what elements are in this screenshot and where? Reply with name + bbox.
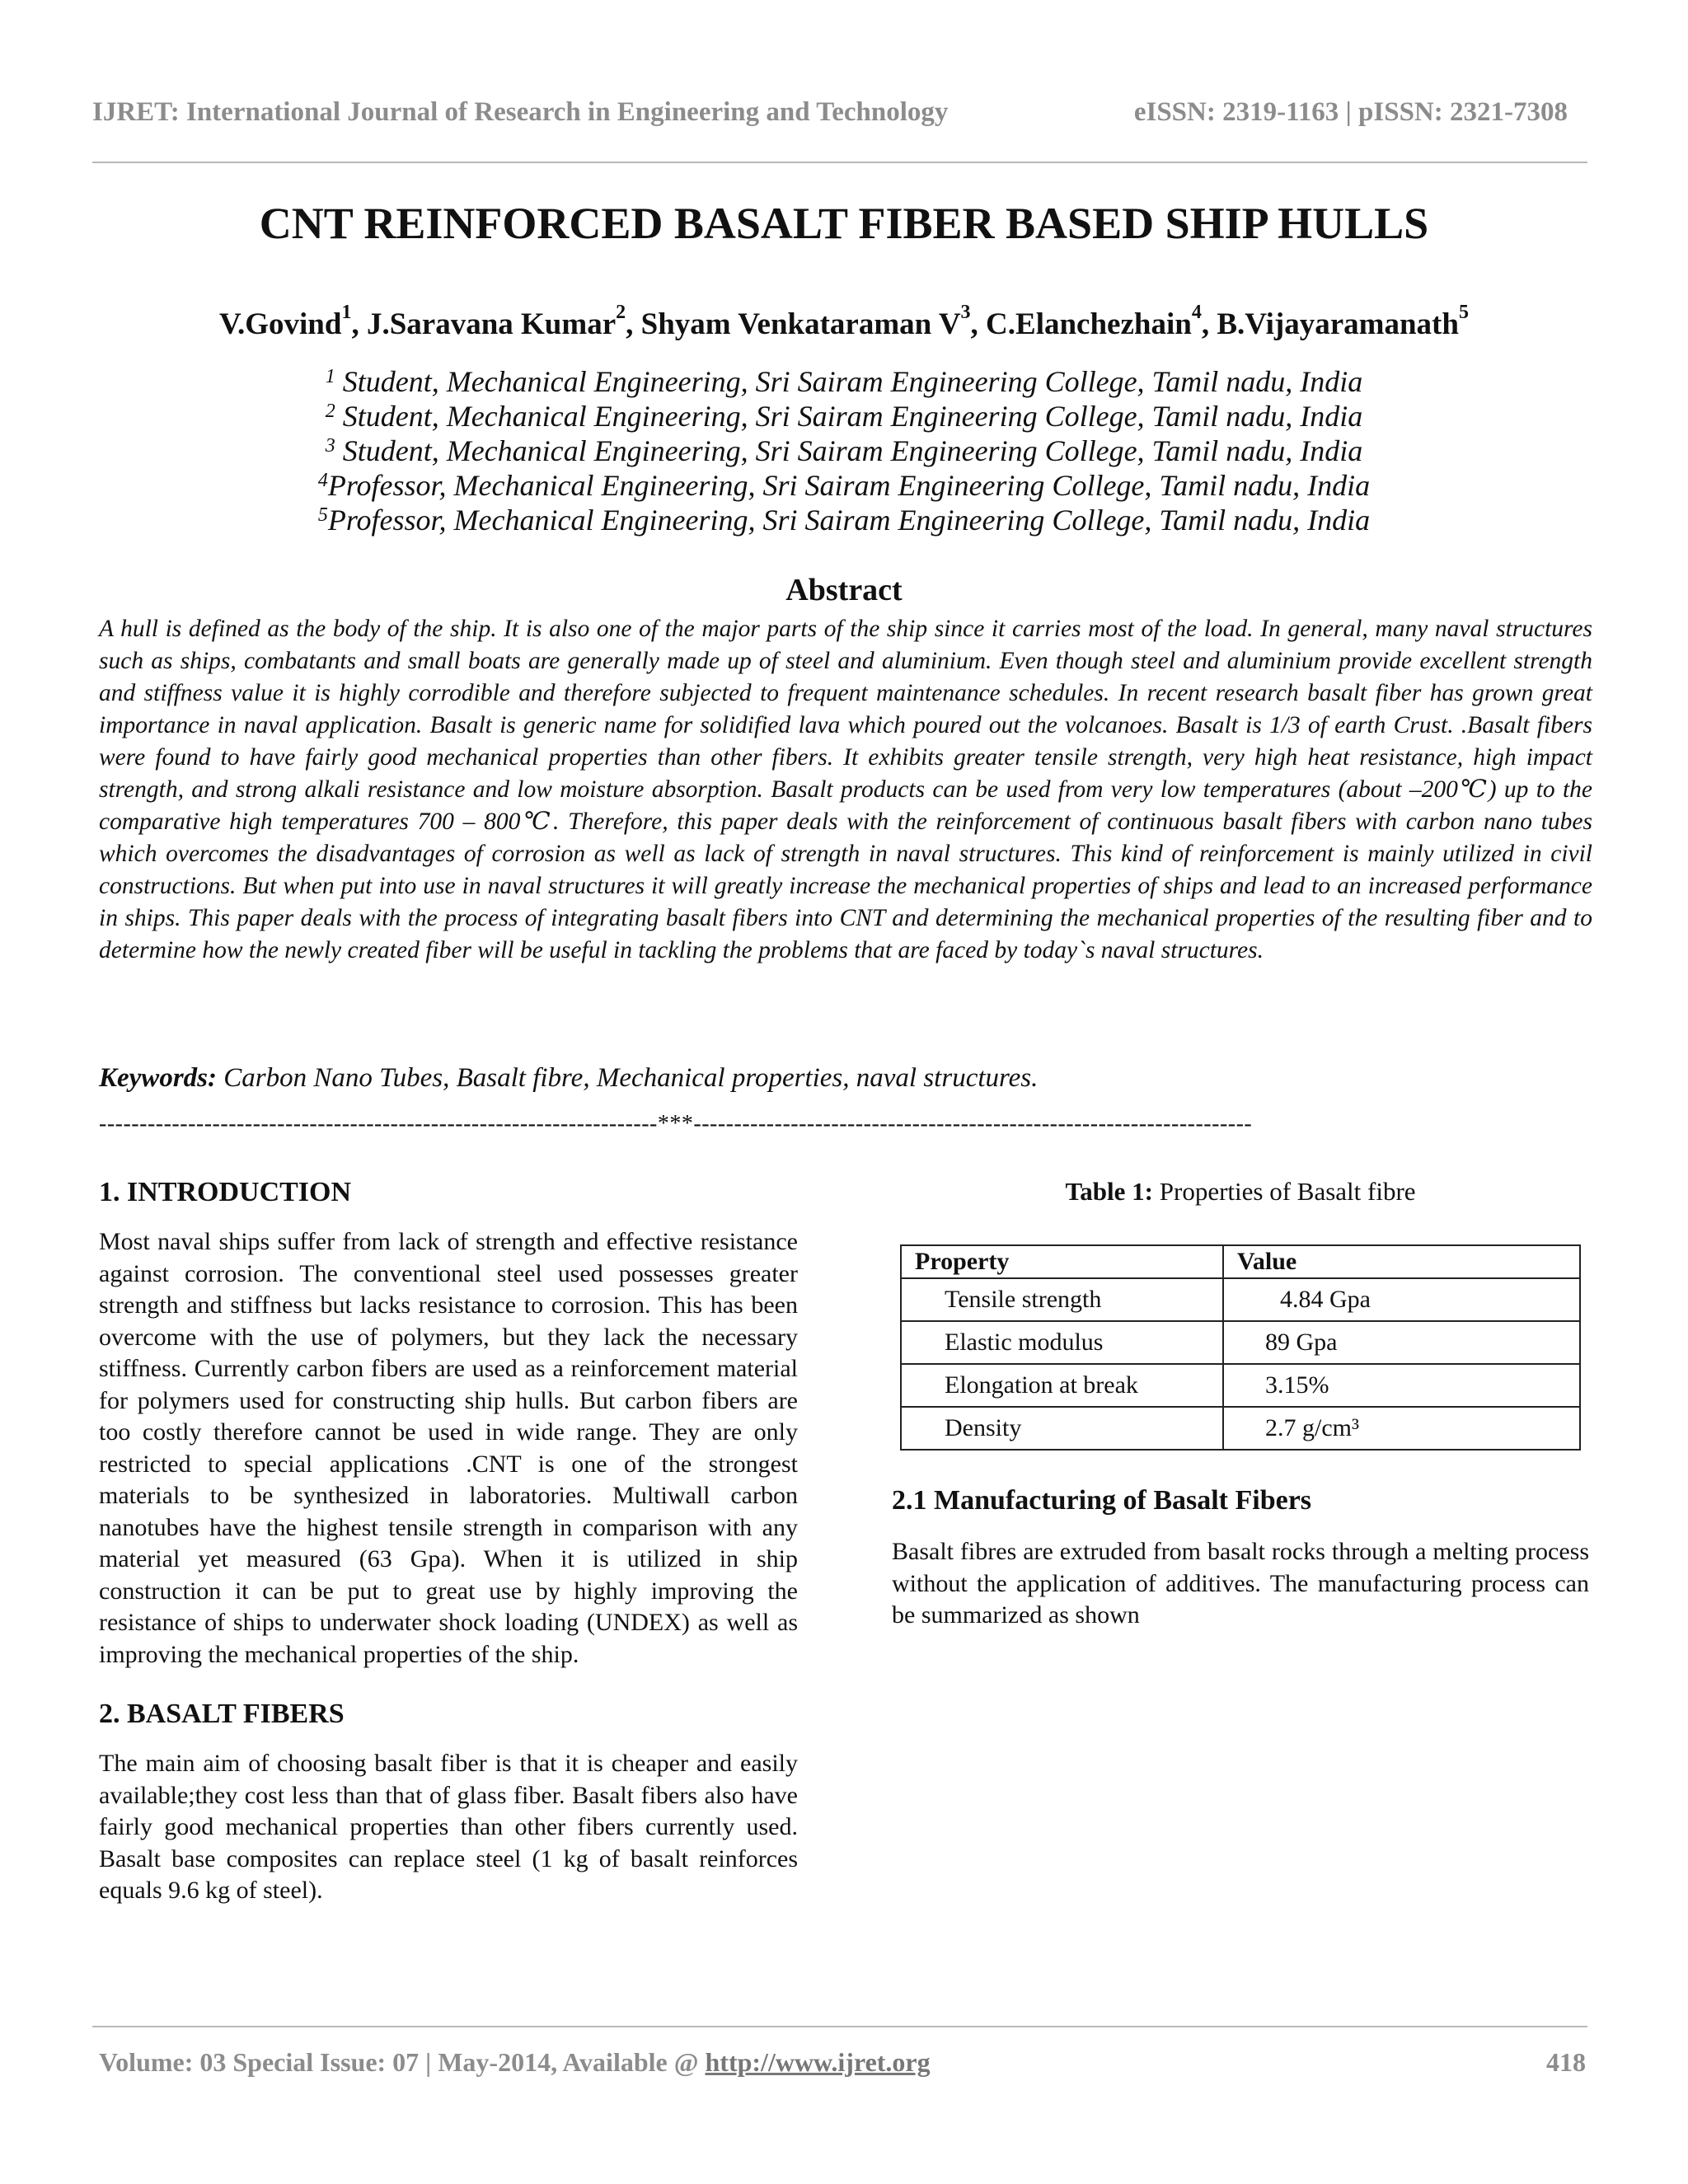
- author-list: [0, 302, 1688, 342]
- manufacturing-text: Basalt fibres are extruded from basalt rocks through a melting process without the application of additives. The manufacturing process can be summarized as shown: [892, 1538, 1589, 1629]
- table-cell: Elastic modulus: [901, 1321, 1223, 1364]
- manufacturing-heading: 2.1 Manufacturing of Basalt Fibers: [892, 1485, 1312, 1516]
- properties-table: [900, 1244, 1581, 1451]
- introduction-heading: 1. INTRODUCTION: [99, 1177, 352, 1207]
- author: Shyam Venkataraman $V^3$,: [640, 302, 987, 341]
- section-divider: ---------------------------------------------------------------------***---------------------------------------------------------------------: [99, 1111, 1253, 1137]
- affiliation: $^2$ Student, Mechanical Engineering, Sri Sairam Engineering College, Tamil nadu, India: [325, 400, 1363, 433]
- table-row: [901, 1407, 1580, 1450]
- keywords: [99, 1063, 1038, 1094]
- basalt-fibers-text: The main aim of choosing basalt fiber is that it is cheaper and easily available;they cost less than that of glass fiber. Basalt fibers also have fairly good mechanical properties than other fibers currently used. Basalt base composites can replace steel (1 kg of basalt reinforces equals 9.6 kg of steel).: [99, 1750, 798, 1904]
- paper-title: CNT REINFORCED BASALT FIBER BASED SHIP HULLS: [259, 199, 1429, 248]
- table-header-cell: Value: [1223, 1245, 1580, 1278]
- table-cell: 4.84 Gpa: [1223, 1278, 1580, 1321]
- table-cell: 2.7 g/cm³: [1223, 1407, 1580, 1450]
- table-row: [901, 1321, 1580, 1364]
- footer-rule: [92, 2026, 1587, 2027]
- table-row: [901, 1364, 1580, 1407]
- author: C.Elanchezhain$^4$,: [986, 302, 1217, 341]
- affiliation-list: [0, 364, 1688, 537]
- affiliation: $^3$ Student, Mechanical Engineering, Sri Sairam Engineering College, Tamil nadu, India: [325, 434, 1363, 467]
- abstract-text: A hull is defined as the body of the ship. It is also one of the major parts of the ship since it carries most of the load. In general, many naval structures such as ships, combatants and small boats are generally made up of steel and aluminium. Even though steel and aluminium provide excellent strength and stiffness value it is highly corrodible and therefore subjected to frequent maintenance schedules. In recent research basalt fiber has grown great importance in naval application. Basalt is generic name for solidified lava which poured out the volcanoes. Basalt is 1/3 of earth Crust. .Basalt fibers were found to have fairly good mechanical properties than other fibers. It exhibits greater tensile strength, very high heat resistance, high impact strength, and strong alkali resistance and low moisture absorption. Basalt products can be used from very low temperatures (about –200℃) up to the comparative high temperatures 700 – 800℃. Therefore, this paper deals with the reinforcement of continuous basalt fibers with carbon nano tubes which overcomes the disadvantages of corrosion as well as lack of strength in naval structures. This kind of reinforcement is mainly utilized in civil constructions. But when put into use in naval structures it will greatly increase the mechanical properties of ships and lead to an increased performance in ships. This paper deals with the process of integrating basalt fibers into CNT and determining the mechanical properties of the resulting fiber and to determine how the newly created fiber will be useful in tackling the problems that are faced by today`s naval structures.: [99, 616, 1592, 963]
- affiliation: $^4$Professor, Mechanical Engineering, Sri Sairam Engineering College, Tamil nadu, India: [317, 469, 1371, 502]
- table-row: [901, 1278, 1580, 1321]
- keywords-text: Carbon Nano Tubes, Basalt fibre, Mechanical properties, naval structures.: [217, 1063, 1039, 1093]
- table-caption: Table 1: Properties of Basalt fibre: [1065, 1177, 1416, 1206]
- table-cell: Elongation at break: [901, 1364, 1223, 1407]
- author: B.Vijayaramanath$^5$: [1217, 302, 1469, 341]
- running-header: [92, 97, 1568, 128]
- table-header-row: [901, 1245, 1580, 1278]
- author: J.Saravana Kumar$^2$,: [366, 302, 641, 341]
- introduction-text: Most naval ships suffer from lack of strength and effective resistance against corrosion. The conventional steel used possesses greater strength and stiffness but lacks resistance to corrosion. This has been overcome with the use of polymers, but they lack the necessary stiffness. Currently carbon fibers are used as a reinforcement material for polymers used for constructing ship hulls. But carbon fibers are too costly therefore cannot be used in wide range. They are only restricted to special applications .CNT is one of the strongest materials to be synthesized in laboratories. Multiwall carbon nanotubes have the highest tensile strength in comparison with any material yet measured (63 Gpa). When it is utilized in ship construction it can be put to great use by highly improving the resistance of ships to underwater shock loading (UNDEX) as well as improving the mechanical properties of the ship.: [99, 1228, 798, 1668]
- affiliation: $^5$Professor, Mechanical Engineering, Sri Sairam Engineering College, Tamil nadu, India: [317, 504, 1371, 537]
- journal-url-link[interactable]: http://www.ijret.org: [705, 2047, 931, 2077]
- table-cell: Density: [901, 1407, 1223, 1450]
- issn-numbers: eISSN: 2319-1163 | pISSN: 2321-7308: [1133, 97, 1568, 127]
- table-header-cell: Property: [901, 1245, 1223, 1278]
- table-cell: 89 Gpa: [1223, 1321, 1580, 1364]
- journal-name: IJRET: International Journal of Research in Engineering and Technology: [92, 97, 949, 127]
- keywords-label: Keywords:: [99, 1063, 217, 1093]
- page-number: 418: [1546, 2047, 1586, 2077]
- header-rule: [92, 162, 1587, 163]
- basalt-fibers-heading: 2. BASALT FIBERS: [99, 1699, 345, 1729]
- running-footer: [99, 2047, 1586, 2078]
- left-column: [99, 1177, 798, 1907]
- table-cell: 3.15%: [1223, 1364, 1580, 1407]
- abstract-heading: Abstract: [785, 573, 903, 607]
- author: V.Govind$^1$,: [219, 302, 367, 341]
- right-column: [892, 1177, 1589, 1632]
- affiliation: $^1$ Student, Mechanical Engineering, Sri Sairam Engineering College, Tamil nadu, India: [325, 365, 1363, 398]
- table-cell: Tensile strength: [901, 1278, 1223, 1321]
- footer-volume-info: Volume: 03 Special Issue: 07 | May-2014, Available @ http://www.ijret.org: [99, 2047, 931, 2077]
